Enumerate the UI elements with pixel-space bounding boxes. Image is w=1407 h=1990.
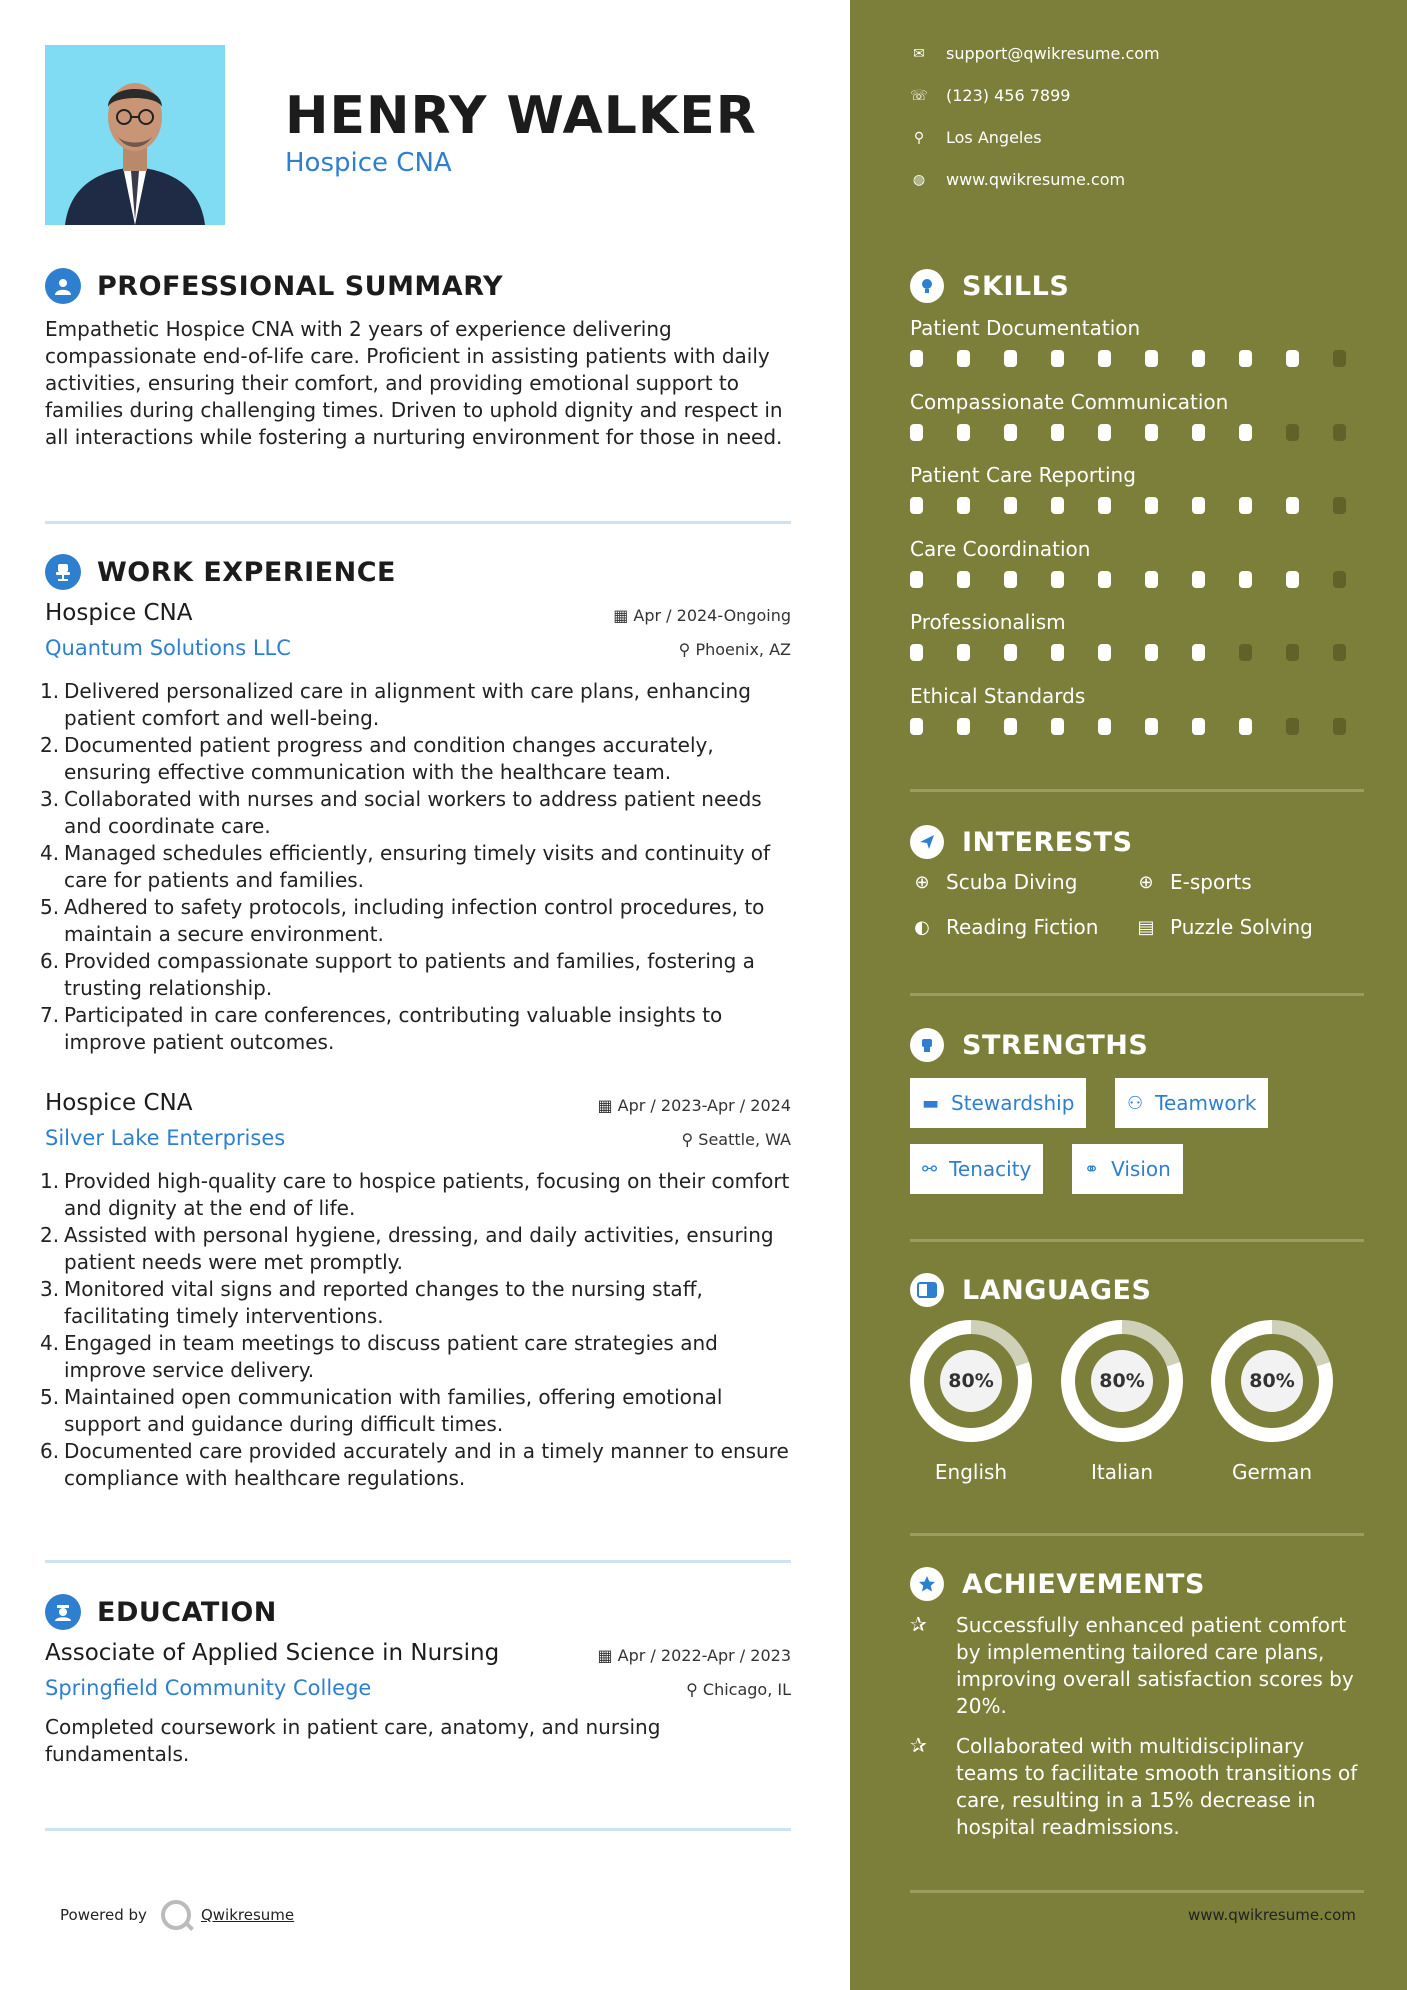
list-item: 1. Provided high-quality care to hospice patients, focusing on their comfort and dignity at the end of life. (40, 1169, 790, 1220)
rating-dot (1004, 497, 1017, 514)
languages-section-header (910, 1270, 1151, 1310)
rating-dot (1051, 644, 1064, 661)
skill-name: Professionalism (910, 610, 1066, 634)
calendar-icon: ▦ (613, 606, 634, 625)
list-item: 5. Maintained open communication with families, offering emotional support and guidance during difficult times. (40, 1385, 723, 1436)
education-section-header (45, 1592, 277, 1632)
rating-dot (957, 497, 970, 514)
rating-dot (1051, 718, 1064, 735)
rating-dot (1192, 571, 1205, 588)
job-bullets (40, 1168, 791, 1492)
rating-dot (1333, 497, 1346, 514)
rating-dot (910, 424, 923, 441)
rating-dot (1286, 718, 1299, 735)
list-item: 5. Adhered to safety protocols, including infection control procedures, to maintain a secure environment. (40, 895, 765, 946)
skill-rating (910, 350, 1380, 367)
star-icon: ✰ (910, 1733, 927, 1757)
candidate-name: HENRY WALKER (285, 86, 757, 146)
phone-icon: ☏ (910, 87, 928, 104)
rating-dot (1239, 644, 1252, 661)
rating-dot (910, 571, 923, 588)
work-section-header (45, 552, 396, 592)
section-divider (910, 1890, 1364, 1893)
achievements-heading: ACHIEVEMENTS (962, 1568, 1205, 1600)
job-title: Hospice CNA (45, 1090, 193, 1116)
skill-name: Patient Documentation (910, 316, 1141, 340)
summary-heading: PROFESSIONAL SUMMARY (97, 270, 504, 302)
interest-item: ⊕ E-sports (1134, 870, 1252, 894)
powered-by: Powered by Qwikresume (60, 1900, 294, 1930)
section-divider (910, 993, 1364, 996)
job-entry (40, 1090, 791, 1492)
qwikresume-link[interactable]: Qwikresume (200, 1906, 295, 1924)
rating-dot (957, 718, 970, 735)
list-item: 3. Collaborated with nurses and social workers to address patient needs and coordinate care. (40, 787, 762, 838)
rating-dot (910, 350, 923, 367)
lifebuoy-icon: ⊕ (1138, 871, 1154, 893)
rating-dot (1098, 424, 1111, 441)
skill-item (910, 684, 1380, 735)
strengths-heading: STRENGTHS (962, 1029, 1149, 1061)
skill-name: Care Coordination (910, 537, 1091, 561)
rating-dot (1051, 497, 1064, 514)
interest-item: ▤ Puzzle Solving (1134, 915, 1313, 939)
briefcase-icon: ▬ (922, 1092, 940, 1114)
list-item: 6. Documented care provided accurately and in a timely manner to ensure compliance with healthcare regulations. (40, 1439, 789, 1490)
rating-dot (1145, 571, 1158, 588)
section-divider (910, 789, 1364, 792)
calendar-icon: ▦ (597, 1096, 618, 1115)
list-item: 1. Delivered personalized care in alignment with care plans, enhancing patient comfort and well-being. (40, 679, 751, 730)
rating-dot (1286, 497, 1299, 514)
education-location: ⚲ Chicago, IL (686, 1680, 791, 1699)
strength-tag: ⚇ Teamwork (1115, 1078, 1268, 1128)
rating-dot (957, 644, 970, 661)
paper-plane-icon (910, 825, 944, 859)
fist-icon (910, 1028, 944, 1062)
rating-dot (1145, 718, 1158, 735)
languages-heading: LANGUAGES (962, 1274, 1152, 1306)
pin-icon: ⚲ (678, 640, 696, 659)
skills-section-header (910, 266, 1069, 306)
language-name: English (934, 1460, 1008, 1484)
language-item (1211, 1320, 1333, 1484)
rating-dot (1333, 571, 1346, 588)
language-item (910, 1320, 1032, 1484)
binoculars-icon: ⚭ (1084, 1158, 1100, 1180)
rating-dot (1098, 644, 1111, 661)
work-heading: WORK EXPERIENCE (97, 556, 396, 588)
skill-item (910, 610, 1380, 661)
degree: Associate of Applied Science in Nursing (45, 1640, 500, 1666)
lifebuoy-icon: ⊕ (914, 871, 930, 893)
section-divider (45, 521, 791, 524)
rating-dot (1192, 718, 1205, 735)
language-progress-ring (1211, 1320, 1333, 1442)
rating-dot (1286, 644, 1299, 661)
graduate-icon (45, 1594, 81, 1630)
rating-dot (1192, 424, 1205, 441)
star-icon: ✰ (910, 1612, 927, 1636)
job-location: ⚲ Seattle, WA (681, 1130, 791, 1149)
rating-dot (1098, 571, 1111, 588)
job-entry (40, 600, 791, 1056)
skill-rating (910, 571, 1380, 588)
strength-tag: ⚭ Vision (1072, 1144, 1183, 1194)
rating-dot (1004, 571, 1017, 588)
language-name: Italian (1090, 1460, 1154, 1484)
rating-dot (1192, 350, 1205, 367)
section-divider (910, 1239, 1364, 1242)
interests-section-header (910, 822, 1133, 862)
language-name: German (1231, 1460, 1313, 1484)
strengths-section-header (910, 1025, 1148, 1065)
rating-dot (1286, 571, 1299, 588)
sidebar (850, 0, 1407, 1990)
map-pin-icon: ⚲ (913, 129, 925, 146)
calendar-icon: ▦ (597, 1646, 618, 1665)
rating-dot (1239, 350, 1252, 367)
job-location: ⚲ Phoenix, AZ (678, 640, 791, 659)
rating-dot (1192, 497, 1205, 514)
list-item: 2. Assisted with personal hygiene, dressing, and daily activities, ensuring patient needs were met promptly. (40, 1223, 774, 1274)
interest-item: ⊕ Scuba Diving (910, 870, 1077, 894)
candidate-title: Hospice CNA (285, 148, 452, 178)
rating-dot (1333, 644, 1346, 661)
education-date: ▦ Apr / 2022-Apr / 2023 (597, 1646, 791, 1665)
star-badge-icon (910, 1567, 944, 1601)
users-icon: ⚇ (1127, 1092, 1144, 1114)
summary-section-header (45, 266, 503, 306)
skill-name: Patient Care Reporting (910, 463, 1136, 487)
rating-dot (1333, 718, 1346, 735)
rating-dot (1239, 497, 1252, 514)
rating-dot (1004, 350, 1017, 367)
rating-dot (1286, 424, 1299, 441)
skill-rating (910, 424, 1380, 441)
link-icon: ⚯ (922, 1158, 938, 1180)
rating-dot (1098, 350, 1111, 367)
envelope-icon: ✉ (913, 45, 925, 62)
list-item: 4. Managed schedules efficiently, ensuring timely visits and continuity of care for patients and families. (40, 841, 771, 892)
contact-location: ⚲ Los Angeles (910, 128, 1042, 147)
skill-name: Compassionate Communication (910, 390, 1229, 414)
rating-dot (1051, 424, 1064, 441)
achievement-item: ✰ Collaborated with multidisciplinary teams to facilitate smooth transitions of care, resulting in a 15% decrease in hospital readmissions. (910, 1733, 1358, 1839)
rating-dot (957, 424, 970, 441)
lightbulb-icon (910, 269, 944, 303)
list-item: 7. Participated in care conferences, contributing valuable insights to improve patient outcomes. (40, 1003, 723, 1054)
rating-dot (910, 644, 923, 661)
job-title: Hospice CNA (45, 600, 193, 626)
language-progress-ring (1061, 1320, 1183, 1442)
rating-dot (1004, 718, 1017, 735)
summary-text: Empathetic Hospice CNA with 2 years of experience delivering compassionate end-of-life care. Proficient in assisting patients with daily activities, ensuring their comfort, and providing emotional support to families during challenging times. Driven to uphold dignity and respect in all interactions while fostering a nurturing environment for those in need. (45, 317, 783, 449)
rating-dot (1333, 350, 1346, 367)
pin-icon: ⚲ (686, 1680, 703, 1699)
book-icon: ▤ (1137, 916, 1155, 938)
skill-rating (910, 497, 1380, 514)
qwikresume-logo-icon (161, 1900, 191, 1930)
skill-item (910, 537, 1380, 588)
rating-dot (1239, 571, 1252, 588)
rating-dot (1051, 350, 1064, 367)
pin-icon: ⚲ (681, 1130, 699, 1149)
school: Springfield Community College (45, 1676, 372, 1700)
profile-photo (45, 45, 225, 225)
rating-dot (1004, 424, 1017, 441)
rating-dot (1333, 424, 1346, 441)
interest-item: ◐ Reading Fiction (910, 915, 1098, 939)
language-percent: 80% (940, 1350, 1002, 1412)
achievements-section-header (910, 1564, 1205, 1604)
skill-item (910, 390, 1380, 441)
language-item (1061, 1320, 1183, 1484)
education-description: Completed coursework in patient care, anatomy, and nursing fundamentals. (45, 1715, 661, 1766)
skills-heading: SKILLS (962, 270, 1070, 302)
job-date: ▦ Apr / 2023-Apr / 2024 (597, 1096, 791, 1115)
rating-dot (1145, 424, 1158, 441)
rating-dot (1051, 571, 1064, 588)
job-company: Silver Lake Enterprises (45, 1126, 286, 1150)
section-divider (45, 1560, 791, 1563)
education-entry (45, 1640, 791, 1768)
footer-website[interactable]: www.qwikresume.com (1188, 1906, 1356, 1924)
strength-tag: ▬ Stewardship (910, 1078, 1086, 1128)
rating-dot (1098, 497, 1111, 514)
skill-item (910, 463, 1380, 514)
list-item: 4. Engaged in team meetings to discuss patient care strategies and improve service delivery. (40, 1331, 718, 1382)
education-heading: EDUCATION (97, 1596, 277, 1628)
rating-dot (957, 571, 970, 588)
interests-heading: INTERESTS (962, 826, 1133, 858)
list-item: 3. Monitored vital signs and reported changes to the nursing staff, facilitating timely interventions. (40, 1277, 703, 1328)
rating-dot (1145, 350, 1158, 367)
rating-dot (957, 350, 970, 367)
office-chair-icon (45, 554, 81, 590)
strength-tag: ⚯ Tenacity (910, 1144, 1043, 1194)
rating-dot (1239, 718, 1252, 735)
user-icon (45, 268, 81, 304)
skill-rating (910, 718, 1380, 735)
section-divider (910, 1533, 1364, 1536)
contact-email[interactable]: ✉ support@qwikresume.com (910, 44, 1160, 63)
gamepad-icon: ◐ (914, 916, 930, 938)
translate-icon (910, 1273, 944, 1307)
job-bullets (40, 678, 791, 1056)
achievement-item: ✰ Successfully enhanced patient comfort by implementing tailored care plans, improving overall satisfaction scores by 20%. (910, 1612, 1354, 1718)
rating-dot (1004, 644, 1017, 661)
language-percent: 80% (1241, 1350, 1303, 1412)
rating-dot (1145, 497, 1158, 514)
globe-icon: ◍ (912, 171, 926, 188)
list-item: 6. Provided compassionate support to patients and families, fostering a trusting relationship. (40, 949, 755, 1000)
rating-dot (910, 497, 923, 514)
list-item: 2. Documented patient progress and condition changes accurately, ensuring effective communication with the healthcare team. (40, 733, 714, 784)
rating-dot (1286, 350, 1299, 367)
rating-dot (1145, 644, 1158, 661)
rating-dot (1192, 644, 1205, 661)
language-percent: 80% (1091, 1350, 1153, 1412)
rating-dot (1239, 424, 1252, 441)
language-progress-ring (910, 1320, 1032, 1442)
job-date: ▦ Apr / 2024-Ongoing (613, 606, 791, 625)
contact-website[interactable]: ◍ www.qwikresume.com (910, 170, 1125, 189)
skill-item (910, 316, 1380, 367)
contact-phone[interactable]: ☏ (123) 456 7899 (910, 86, 1071, 105)
job-company: Quantum Solutions LLC (45, 636, 291, 660)
rating-dot (1098, 718, 1111, 735)
rating-dot (910, 718, 923, 735)
section-divider (45, 1828, 791, 1831)
skill-rating (910, 644, 1380, 661)
skill-name: Ethical Standards (910, 684, 1086, 708)
